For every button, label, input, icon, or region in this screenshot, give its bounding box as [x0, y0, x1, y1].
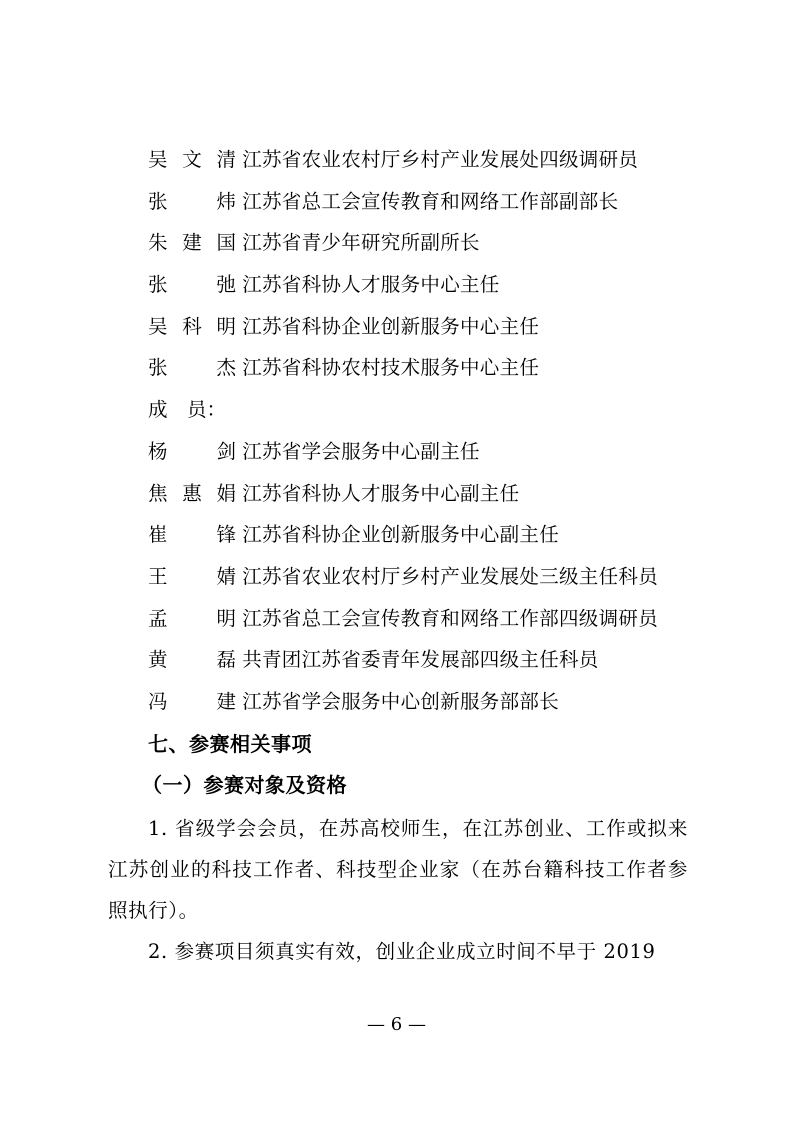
- person-name: 王 婧: [148, 565, 236, 588]
- person-name: 吴文清: [148, 148, 236, 171]
- committee-row: [148, 353, 539, 383]
- person-role: 江苏省科协人才服务中心副主任: [242, 482, 520, 505]
- person-role: 江苏省青少年研究所副所长: [242, 231, 480, 254]
- members-label: 成 员：: [148, 398, 227, 421]
- person-name: 张 杰: [148, 356, 236, 379]
- person-role: 江苏省学会服务中心创新服务部部长: [242, 690, 560, 713]
- person-role: 江苏省科协农村技术服务中心主任: [242, 356, 540, 379]
- committee-row: [148, 187, 618, 217]
- committee-row: [148, 228, 480, 258]
- person-name: 黄 磊: [148, 648, 236, 671]
- committee-row: [148, 645, 599, 675]
- committee-row: [148, 437, 480, 467]
- person-role: 江苏省农业农村厅乡村产业发展处三级主任科员: [242, 565, 659, 588]
- committee-row: [148, 312, 539, 342]
- person-name: 朱建国: [148, 231, 236, 254]
- person-role: 江苏省学会服务中心副主任: [242, 440, 480, 463]
- committee-row: [148, 687, 559, 717]
- committee-row: [148, 270, 500, 300]
- committee-row: [148, 604, 658, 634]
- committee-row: [148, 479, 519, 509]
- page-number: — 6 —: [367, 1014, 426, 1035]
- paragraph: 2. 参赛项目须真实有效，创业企业成立时间不早于 2019: [148, 940, 656, 963]
- subsection-heading: （一）参赛对象及资格: [142, 773, 347, 797]
- person-name: 崔 锋: [148, 523, 236, 546]
- committee-row: [148, 145, 638, 175]
- section-heading: 七、参赛相关事项: [148, 732, 312, 756]
- committee-row: [148, 562, 658, 592]
- person-role: 江苏省科协企业创新服务中心主任: [242, 315, 540, 338]
- person-role: 江苏省科协人才服务中心主任: [242, 273, 500, 296]
- committee-row: [148, 520, 559, 550]
- person-name: 吴科明: [148, 315, 236, 338]
- person-role: 共青团江苏省委青年发展部四级主任科员: [242, 648, 599, 671]
- person-role: 江苏省总工会宣传教育和网络工作部四级调研员: [242, 607, 659, 630]
- person-name: 孟 明: [148, 607, 236, 630]
- person-role: 江苏省总工会宣传教育和网络工作部副部长: [242, 190, 619, 213]
- paragraph: 1. 省级学会会员，在苏高校师生，在江苏创业、工作或拟来江苏创业的科技工作者、科技型企业家（在苏台籍科技工作者参照执行）。: [108, 817, 688, 922]
- person-name: 杨 剑: [148, 440, 236, 463]
- person-name: 冯 建: [148, 690, 236, 713]
- person-name: 张 弛: [148, 273, 236, 296]
- person-name: 张 炜: [148, 190, 236, 213]
- person-role: 江苏省科协企业创新服务中心副主任: [242, 523, 560, 546]
- person-name: 焦惠娟: [148, 482, 236, 505]
- person-role: 江苏省农业农村厅乡村产业发展处四级调研员: [242, 148, 639, 171]
